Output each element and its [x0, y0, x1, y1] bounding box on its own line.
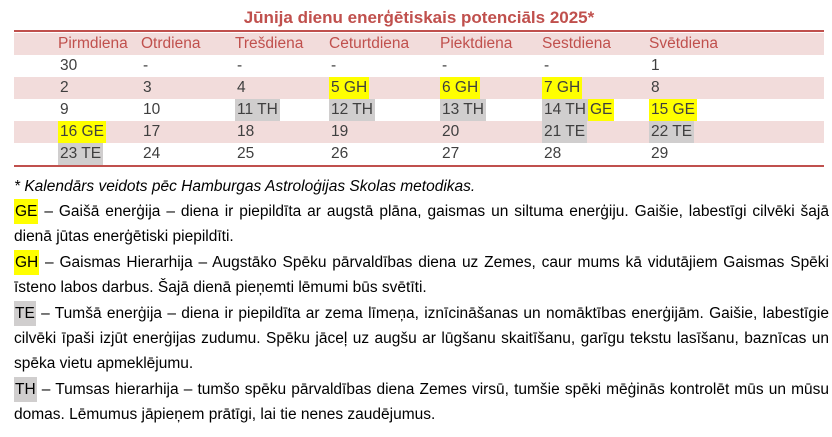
day-cell: 24: [143, 145, 161, 162]
day-cell: 17: [143, 123, 161, 140]
code-badge: TH: [14, 377, 37, 402]
day-cell: 26: [331, 145, 349, 162]
day-cell: 1: [651, 57, 660, 74]
day-cell: -: [331, 57, 337, 74]
definition-gh: [14, 250, 829, 300]
calendar-week-row: [14, 77, 824, 99]
day-cell: 28: [544, 145, 562, 162]
calendar-table: [14, 33, 824, 167]
day-cell: 29: [651, 145, 669, 162]
day-cell-ge: 15 GE: [649, 99, 697, 121]
definition-te: [14, 301, 829, 376]
definition-ge: [14, 199, 829, 249]
weekday-header-row: [14, 33, 824, 55]
day-cell-th: 11 TH: [235, 99, 280, 121]
day-cell: 18: [237, 123, 255, 140]
legend-notes: [14, 176, 829, 427]
day-cell-th: 14 TH: [542, 99, 588, 121]
day-cell: 8: [651, 79, 660, 96]
definition-text: – Tumšā enerģija – diena ir piepildīta ar zema līmeņa, iznīcināšanas un nomāktības enerģijām. Gaišie, labestīgie cilvēki īpaši izjūt enerģijas zudumu. Spēku jāceļ uz augšu ar lūgšanu skaitīšanu, garīgu tekstu lasīšanu, baznīcas un spēka vietu apmeklējumu.: [14, 305, 829, 372]
day-cell-gh: 6 GH: [440, 77, 480, 99]
weekday-header: Ceturtdiena: [329, 33, 440, 55]
code-badge: GH: [14, 250, 39, 275]
day-cell-ge: 16 GE: [58, 121, 106, 143]
day-cell-ge-tag: GE: [588, 99, 614, 121]
calendar-week-row: [14, 99, 824, 121]
day-cell: 30: [60, 57, 78, 74]
document-title: Jūnija dienu enerģētiskais potenciāls 2025*: [14, 6, 824, 32]
footnote: * Kalendārs veidots pēc Hamburgas Astroloģijas Skolas metodikas.: [14, 178, 476, 195]
definition-text: – Gaismas Hierarhija – Augstāko Spēku pārvaldības diena uz Zemes, caur mums kā vidutājiem Gaismas Spēki īsteno labos darbus. Šajā dienā pieņemti lēmumi būs svētīti.: [14, 254, 829, 296]
day-cell: -: [143, 57, 149, 74]
weekday-header: Otrdiena: [141, 33, 235, 55]
weekday-header: Pirmdiena: [14, 33, 141, 55]
day-cell: 20: [442, 123, 460, 140]
day-cell: -: [544, 57, 550, 74]
code-badge: GE: [14, 199, 38, 224]
day-cell-gh: 5 GH: [329, 77, 369, 99]
day-cell: 27: [442, 145, 460, 162]
day-cell-te: 23 TE: [58, 143, 103, 165]
day-cell-th: 13 TH: [440, 99, 486, 121]
definition-text: – Tumsas hierarhija – tumšo spēku pārvaldības diena Zemes virsū, tumšie spēki mēģinās kontrolēt mūs un mūsu domas. Lēmumus jāpieņem prātīgi, lai tie nenes zaudējumus.: [14, 381, 829, 423]
day-cell: 3: [143, 79, 152, 96]
day-cell-te: 22 TE: [649, 121, 694, 143]
day-cell-te: 21 TE: [542, 121, 587, 143]
calendar-week-row: [14, 121, 824, 143]
definition-text: – Gaišā enerģija – diena ir piepildīta ar augstā plāna, gaismas un siltuma enerģiju. Gaišie, labestīgi cilvēki šajā dienā jūtas enerģētiski piepildīti.: [14, 203, 829, 245]
weekday-header: Svētdiena: [649, 33, 824, 55]
code-badge: TE: [14, 301, 36, 326]
weekday-header: Piektdiena: [440, 33, 542, 55]
day-cell: 4: [237, 79, 246, 96]
weekday-header: Trešdiena: [235, 33, 329, 55]
day-cell: -: [237, 57, 243, 74]
day-cell: 9: [60, 101, 69, 118]
day-cell: -: [442, 57, 448, 74]
weekday-header: Sestdiena: [542, 33, 649, 55]
day-cell: 25: [237, 145, 255, 162]
calendar-week-row: [14, 55, 824, 77]
day-cell: 2: [60, 79, 69, 96]
day-cell: 19: [331, 123, 349, 140]
definition-th: [14, 377, 829, 427]
calendar-week-row: [14, 143, 824, 166]
day-cell-th: 12 TH: [329, 99, 375, 121]
day-cell-gh: 7 GH: [542, 77, 582, 99]
day-cell: 10: [143, 101, 161, 118]
